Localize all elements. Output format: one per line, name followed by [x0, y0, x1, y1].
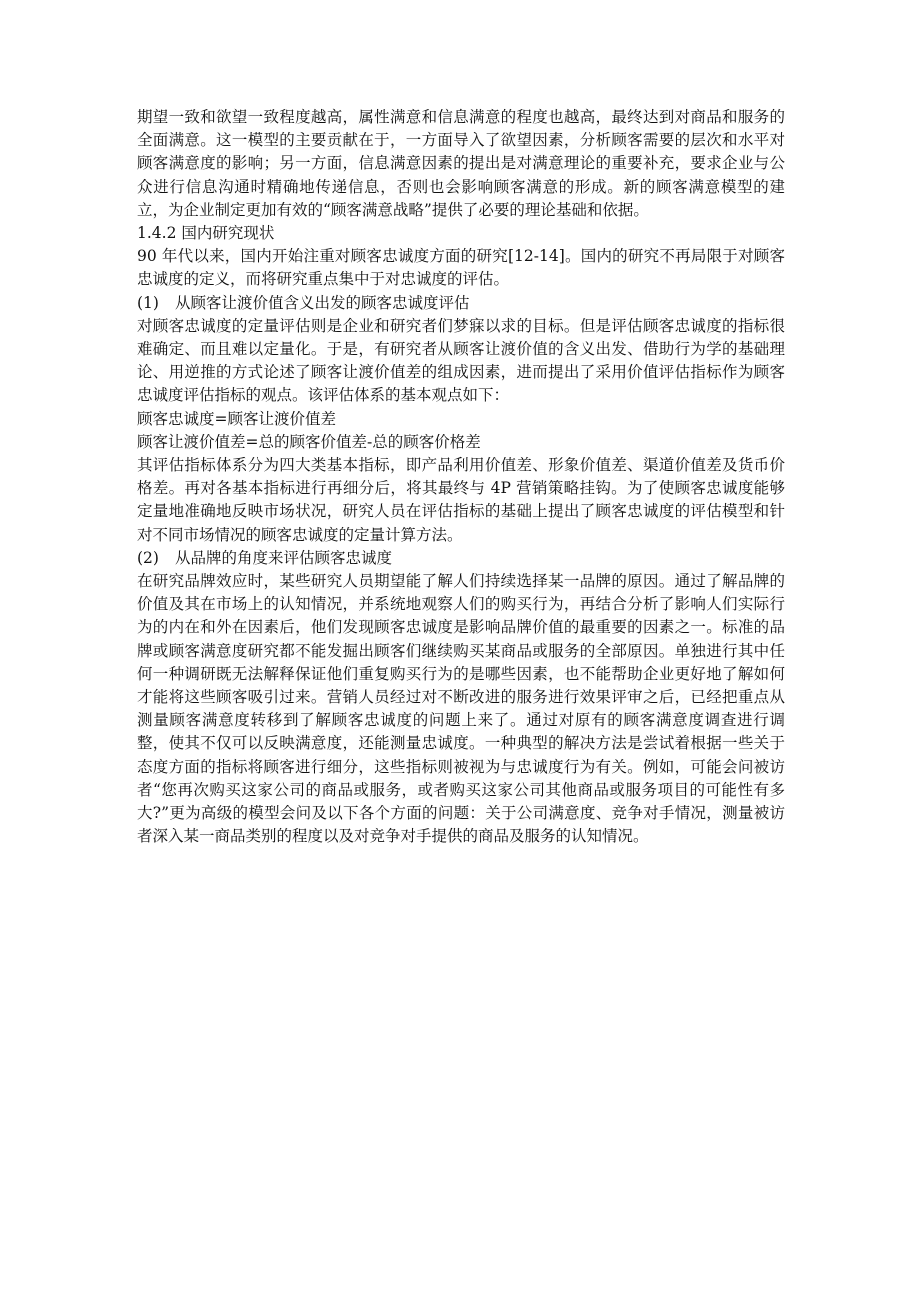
formula-1: 顾客忠诚度=顾客让渡价值差: [137, 409, 336, 428]
subsection-1-number: (1): [137, 293, 159, 312]
section-heading: 1.4.2 国内研究现状: [137, 224, 275, 243]
subsection-2-heading: [137, 547, 785, 570]
subsection-1-paragraph-2: 其评估指标体系分为四大类基本指标，即产品利用价值差、形象价值差、渠道价值差及货币价格差。再对各基本指标进行再细分后，将其最终与 4P 营销策略挂钩。为了使顾客忠诚度能够定量地准确地反映市场状况，研究人员在评估指标的基础上提出了顾客忠诚度的评估模型和针对不同市场情况的顾客忠诚度的定量计算方法。: [137, 456, 785, 544]
subsection-1-title: 从顾客让渡价值含义出发的顾客忠诚度评估: [175, 293, 470, 312]
formula-2: 顾客让渡价值差=总的顾客价值差-总的顾客价格差: [137, 432, 481, 451]
subsection-1-paragraph: 对顾客忠诚度的定量评估则是企业和研究者们梦寐以求的目标。但是评估顾客忠诚度的指标很难确定、而且难以定量化。于是，有研究者从顾客让渡价值的含义出发、借助行为学的基础理论、用逆推的方式论述了顾客让渡价值差的组成因素，进而提出了采用价值评估指标作为顾客忠诚度评估指标的观点。该评估体系的基本观点如下：: [137, 316, 785, 405]
document-body: [137, 106, 785, 849]
subsection-2-title: 从品牌的角度来评估顾客忠诚度: [175, 548, 393, 567]
intro-paragraph: 期望一致和欲望一致程度越高，属性满意和信息满意的程度也越高，最终达到对商品和服务的全面满意。这一模型的主要贡献在于，一方面导入了欲望因素，分析顾客需要的层次和水平对顾客满意度的影响；另一方面，信息满意因素的提出是对满意理论的重要补充，要求企业与公众进行信息沟通时精确地传递信息，否则也会影响顾客满意的形成。新的顾客满意模型的建立，为企业制定更加有效的“顾客满意战略”提供了必要的理论基础和依据。: [137, 108, 785, 219]
subsection-2-paragraph: 在研究品牌效应时，某些研究人员期望能了解人们持续选择某一品牌的原因。通过了解品牌的价值及其在市场上的认知情况，并系统地观察人们的购买行为，再结合分析了影响人们实际行为的内在和外在因素后，他们发现顾客忠诚度是影响品牌价值的最重要的因素之一。标准的品牌或顾客满意度研究都不能发掘出顾客们继续购买某商品或服务的全部原因。单独进行其中任何一种调研既无法解释保证他们重复购买行为的是哪些因素，也不能帮助企业更好地了解如何才能将这些顾客吸引过来。营销人员经过对不断改进的服务进行效果评审之后，已经把重点从测量顾客满意度转移到了解顾客忠诚度的问题上来了。通过对原有的顾客满意度调查进行调整，使其不仅可以反映满意度，还能测量忠诚度。一种典型的解决方法是尝试着根据一些关于态度方面的指标将顾客进行细分，这些指标则被视为与忠诚度行为有关。例如，可能会问被访者“您再次购买这家公司的商品或服务，或者购买这家公司其他商品或服务项目的可能性有多大?”更为高级的模型会问及以下各个方面的问题：关于公司满意度、竞争对手情况，测量被访者深入某一商品类别的程度以及对竞争对手提供的商品及服务的认知情况。: [137, 572, 785, 846]
section-intro-paragraph: 90 年代以来，国内开始注重对顾客忠诚度方面的研究[12-14]。国内的研究不再局限于对顾客忠诚度的定义，而将研究重点集中于对忠诚度的评估。: [137, 247, 785, 289]
subsection-2-number: (2): [137, 548, 159, 567]
subsection-1-heading: [137, 292, 785, 315]
